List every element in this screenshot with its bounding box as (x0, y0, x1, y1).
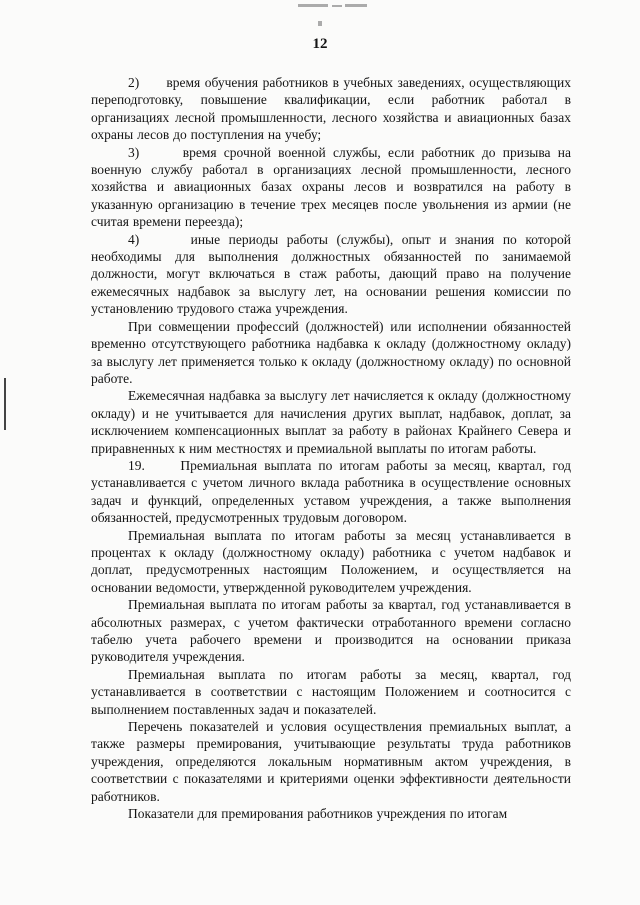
paragraph-indicators-list: Перечень показателей и условия осуществления премиальных выплат, а также размеры премирования, учитывающие результаты труда работников учреждения, определяются локальным нормативным актом учреждения, в соответствии с показателями и критериями оценки эффективности деятельности работников. (91, 719, 571, 804)
scan-artifact (345, 4, 367, 7)
paragraph-bonus-conditions: Премиальная выплата по итогам работы за месяц, квартал, год устанавливается в соответствии с настоящим Положением и соотносится с выполнением поставленных задач и показателей. (91, 666, 571, 717)
paragraph-combination: При совмещении профессий (должностей) или исполнении обязанностей временно отсутствующего работника надбавка к окладу (должностному окладу) за выслугу лет применяется только к окладу (должностному окладу) по основной работе. (91, 318, 571, 386)
scan-edge-mark (4, 378, 6, 430)
scan-artifact (332, 5, 342, 7)
paragraph-section-19: 19. Премиальная выплата по итогам работы за месяц, квартал, год устанавливается с учетом личного вклада работника в осуществление основных задач и функций, определенных уставом учреждения, а также выполнения обязанностей, предусмотренных трудовым договором. (91, 457, 571, 526)
document-body (91, 74, 571, 822)
scan-artifact (298, 4, 328, 7)
paragraph-item-2: 2) время обучения работников в учебных заведениях, осуществляющих переподготовку, повышение квалификации, если работник работал в организациях лесной промышленности, лесного хозяйства и авиационных базах охраны лесов до поступления на учебу; (91, 75, 571, 143)
paragraph-monthly-bonus: Премиальная выплата по итогам работы за месяц устанавливается в процентах к окладу (должностному окладу) работника с учетом надбавок и доплат, предусмотренных настоящим Положением, и осуществляется на основании ведомости, утвержденной руководителем учреждения. (91, 527, 571, 595)
paragraph-monthly-allowance: Ежемесячная надбавка за выслугу лет начисляется к окладу (должностному окладу) и не учитывается для начисления других выплат, надбавок, доплат, за исключением компенсационных выплат за работу в районах Крайнего Севера и приравненных к ним местностях и премиальной выплаты по итогам работы. (91, 388, 571, 456)
paragraph-quarterly-bonus: Премиальная выплата по итогам работы за квартал, год устанавливается в абсолютных размерах, с учетом фактически отработанного времени согласно табелю учета рабочего времени и производится на основании приказа руководителя учреждения. (91, 597, 571, 665)
paragraph-item-4: 4) иные периоды работы (службы), опыт и знания по которой необходимы для выполнения должностных обязанностей по занимаемой должности, могут включаться в стаж работы, дающий право на получение ежемесячных надбавок за выслугу лет, на основании решения комиссии по установлению трудового стажа учреждения. (91, 231, 571, 317)
page-number: 12 (312, 36, 328, 52)
paragraph-indicators-start: Показатели для премирования работников учреждения по итогам (128, 806, 508, 822)
scan-artifact (318, 21, 322, 26)
paragraph-item-3: 3) время срочной военной службы, если работник до призыва на военную службу работал в организациях лесной промышленности, лесного хозяйства и авиационных базах охраны лесов и возвратился на работу в указанную организацию в течение трех месяцев после увольнения из армии (не считая времени переезда); (91, 144, 571, 230)
